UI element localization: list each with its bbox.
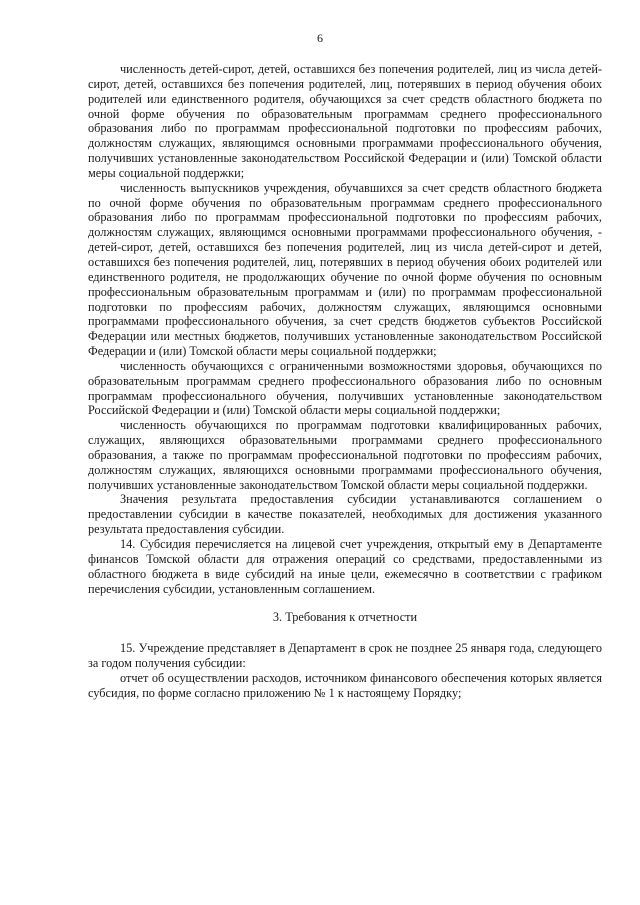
paragraph-clause-15: 15. Учреждение представляет в Департамент в срок не позднее 25 января года, следующего за годом получения субсидии: bbox=[88, 641, 602, 671]
paragraph-skilled-workers-count: численность обучающихся по программам подготовки квалифицированных рабочих, служащих, являющихся образовательными программами среднего профессионального образования, а также по программам профессиональной подготовки по профессиям рабочих, должностям служащих, являющихся основными программами профессионального обучения, получивших установленные законодательством Томской области меры социальной поддержки. bbox=[88, 418, 602, 492]
paragraph-orphans-count: численность детей-сирот, детей, оставшихся без попечения родителей, лиц из числа детей-сирот, детей, оставшихся без попечения родителей, лиц, потерявших в период обучения обоих родителей или единственного родителя, обучающихся за счет средств областного бюджета по очной форме обучения по образовательным программам среднего профессионального образования либо по программам профессиональной подготовки по профессиям рабочих, должностям служащих, являющимся основными программами профессионального обучения, получивших установленные законодательством Российской Федерации и (или) Томской области меры социальной поддержки; bbox=[88, 62, 602, 180]
paragraph-graduates-count: численность выпускников учреждения, обучавшихся за счет средств областного бюджета по очной форме обучения по образовательным программам среднего профессионального образования либо по программам профессиональной подготовки по профессиям рабочих, должностям служащих, являющимся основными программами профессионального обучения, - детей-сирот, детей, оставшихся без попечения родителей, лиц из числа детей-сирот и детей, оставшихся без попечения родителей, лиц, потерявших в период обучения обоих родителей или единственного родителя, не продолжающих обучение по очной форме обучения по основным профессиональным образовательным программам и (или) по программам профессиональной подготовки по профессиям рабочих, должностям служащих, являющимся основными программами профессионального обучения, за счет средств бюджетов субъектов Российской Федерации или местных бюджетов, получивших установленные законодательством Российской Федерации и (или) Томской области меры социальной поддержки; bbox=[88, 180, 602, 359]
paragraph-expense-report: отчет об осуществлении расходов, источником финансового обеспечения которых является субсидия, по форме согласно приложению № 1 к настоящему Порядку; bbox=[88, 670, 602, 700]
paragraph-clause-14: 14. Субсидия перечисляется на лицевой счет учреждения, открытый ему в Департаменте финансов Томской области для отражения операций со средствами, предоставленными из областного бюджета в виде субсидий на иные цели, ежемесячно в соответствии с графиком перечисления субсидии, установленным соглашением. bbox=[88, 537, 602, 596]
paragraph-result-values: Значения результата предоставления субсидии устанавливаются соглашением о предоставлении субсидии в качестве показателей, необходимых для достижения указанного результата предоставления субсидии. bbox=[88, 492, 602, 537]
section-heading: 3. Требования к отчетности bbox=[272, 610, 418, 625]
document-body bbox=[88, 62, 602, 701]
paragraph-disabled-students-count: численность обучающихся с ограниченными возможностями здоровья, обучающихся по образовательным программам среднего профессионального образования либо по основным программам профессионального обучения, получивших установленные законодательством Российской Федерации и (или) Томской области меры социальной поддержки; bbox=[88, 358, 602, 418]
page-number: 6 bbox=[317, 31, 323, 45]
